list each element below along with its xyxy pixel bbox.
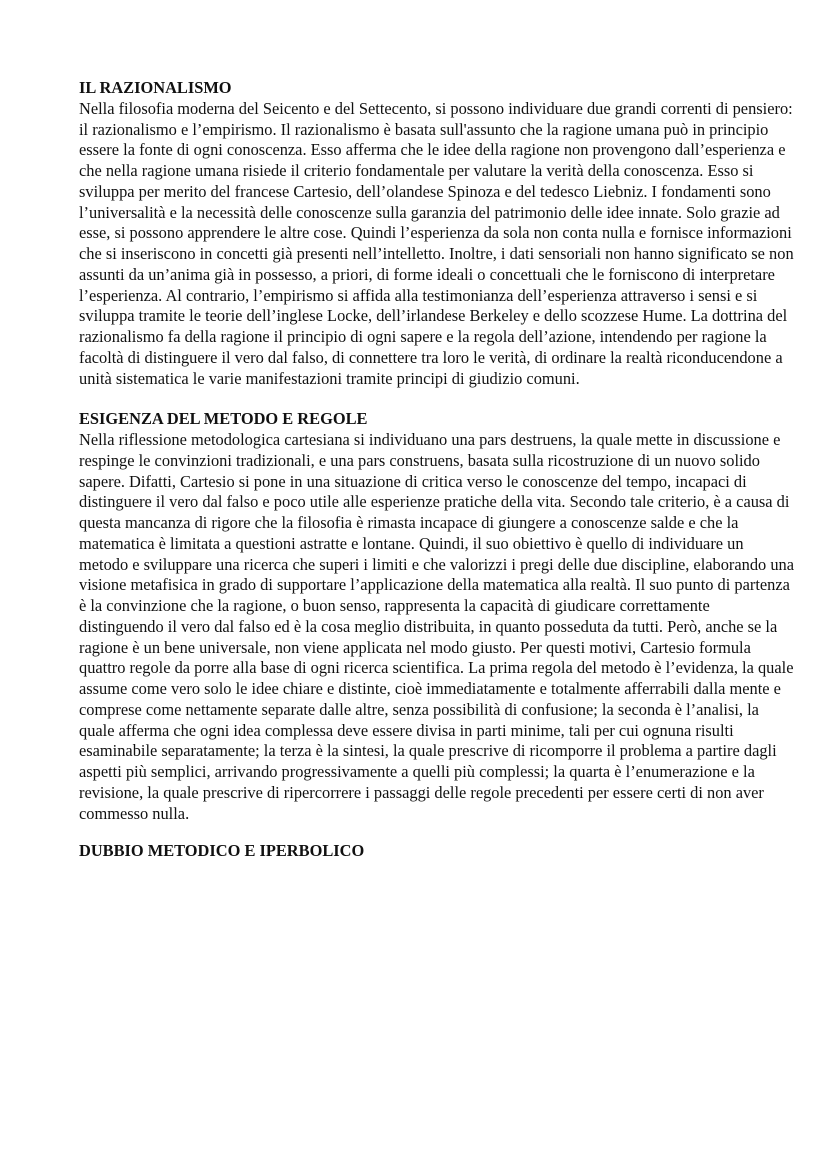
section-esigenza-metodo	[79, 409, 794, 824]
section-heading: ESIGENZA DEL METODO E REGOLE	[79, 409, 368, 429]
section-heading: IL RAZIONALISMO	[79, 78, 232, 97]
section-razionalismo	[79, 78, 794, 389]
section-paragraph: Nella riflessione metodologica cartesiana si individuano una pars destruens, la quale mette in discussione e respinge le convinzioni tradizionali, e una pars construens, basata sulla ricostruzione di un nuovo solido sapere. Difatti, Cartesio si pone in una situazione di critica verso le conoscenze del tempo, incapaci di distinguere il vero dal falso e poco utile alle esperienze pratiche della vita. Secondo tale criterio, è a causa di questa mancanza di rigore che la filosofia è rimasta incapace di giungere a conoscenze salde e che la matematica è limitata a questioni astratte e lontane. Quindi, il suo obiettivo è quello di individuare un metodo e sviluppare una ricerca che superi i limiti e che valorizzi i pregi delle due discipline, elaborando una visione metafisica in grado di supportare l’applicazione della matematica alla realtà. Il suo punto di partenza è la convinzione che la ragione, o buon senso, rappresenta la capacità di giudicare correttamente distinguendo il vero dal falso ed è la cosa meglio distribuita, in quanto posseduta da tutti. Però, anche se la ragione è un bene universale, non viene applicata nel modo giusto. Per questi motivi, Cartesio formula quattro regole da porre alla base di ogni ricerca scientifica. La prima regola del metodo è l’evidenza, la quale assume come vero solo le idee chiare e distinte, cioè immediatamente e totalmente afferrabili dalla mente e comprese come nettamente separate dalle altre, senza possibilità di confusione; la seconda è l’analisi, la quale afferma che ogni idea complessa deve essere divisa in parti minime, tali per cui ognuna risulti esaminabile separatamente; la terza è la sintesi, la quale prescrive di ricomporre il problema a partire dagli aspetti più semplici, arrivando progressivamente a quelli più complessi; la quarta è l’enumerazione e la revisione, la quale prescrive di ripercorrere i passaggi delle regole precedenti per essere certi di non aver commesso nulla.	[79, 430, 794, 823]
section-dubbio-metodico	[79, 841, 794, 862]
document-page	[79, 78, 794, 862]
section-paragraph: Nella filosofia moderna del Seicento e del Settecento, si possono individuare due grandi correnti di pensiero: il razionalismo e l’empirismo. Il razionalismo è basata sull'assunto che la ragione umana può in principio essere la fonte di ogni conoscenza. Esso afferma che le idee della ragione non provengono dall’esperienza e che nella ragione umana risiede il criterio fondamentale per valutare la verità della conoscenza. Esso si sviluppa per merito del francese Cartesio, dell’olandese Spinoza e del tedesco Liebniz. I fondamenti sono l’universalità e la necessità delle conoscenze sulla garanzia del patrimonio delle idee innate. Solo grazie ad esse, si possono apprendere le altre cose. Quindi l’esperienza da sola non conta nulla e fornisce informazioni che si inseriscono in concetti già presenti nell’intelletto. Inoltre, i dati sensoriali non hanno significato se non assunti da un’anima già in possesso, a priori, di forme ideali o concettuali che le forniscono di interpretare l’esperienza. Al contrario, l’empirismo si affida alla testimonianza dell’esperienza attraverso i sensi e si sviluppa tramite le teorie dell’inglese Locke, dell’irlandese Berkeley e dello scozzese Hume. La dottrina del razionalismo fa della ragione il principio di ogni sapere e la regola dell’azione, intendendo per ragione la facoltà di distinguere il vero dal falso, di connettere tra loro le verità, di ordinare la realtà riconducendone a unità sistematica le varie manifestazioni tramite principi di giudizio comuni.	[79, 98, 794, 388]
section-heading: DUBBIO METODICO E IPERBOLICO	[79, 841, 365, 861]
